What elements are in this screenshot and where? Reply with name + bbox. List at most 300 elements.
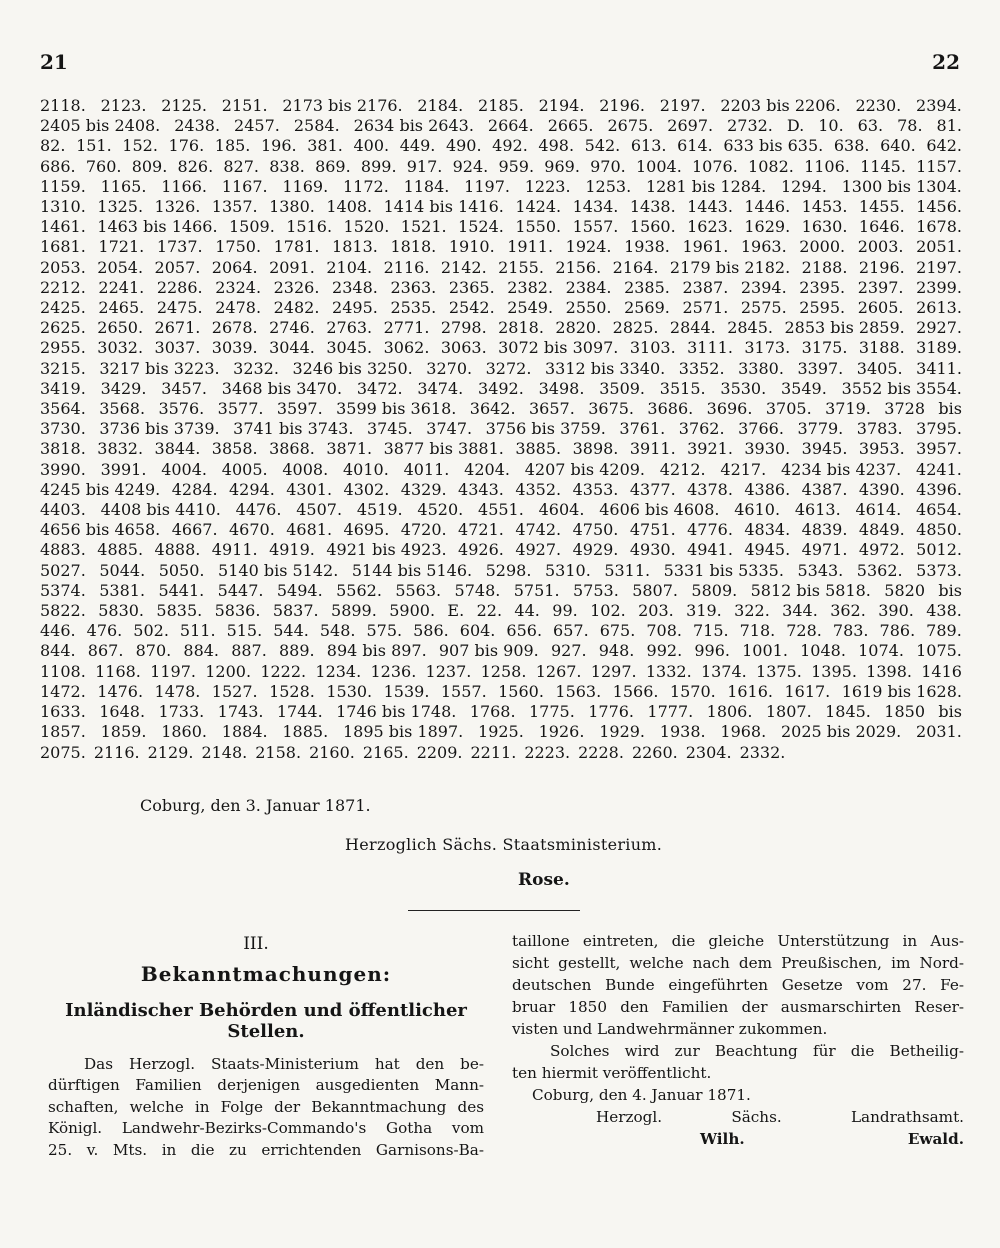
number-token: 826. (177, 156, 214, 176)
number-token: 4834. (744, 520, 791, 540)
number-token: 5144 bis 5146. (351, 560, 473, 580)
number-token: 4396. (916, 479, 962, 499)
number-token: 4919. (269, 540, 315, 560)
number-token: 3044. (269, 338, 315, 358)
number-token: 2385. (624, 277, 670, 297)
number-token: 3832. (97, 439, 144, 459)
number-token: 3530. (720, 378, 767, 398)
number-token: 4776. (687, 520, 733, 540)
number-token: 2478. (215, 298, 262, 318)
number-token: 490. (445, 136, 482, 156)
number-token: 2495. (332, 298, 378, 318)
section-number: III. (243, 934, 269, 954)
number-token: 2286. (156, 277, 203, 297)
number-token: 5494. (276, 580, 323, 600)
number-token: 2650. (97, 318, 144, 338)
number-line (40, 379, 962, 399)
number-line (40, 96, 962, 116)
number-line (40, 157, 962, 177)
number-token: 3564. (40, 399, 86, 419)
number-token: 1563. (555, 681, 602, 701)
number-line (40, 136, 962, 156)
number-token: 1001. (742, 641, 788, 661)
number-token: 3429. (100, 378, 147, 398)
number-token: 2675. (607, 116, 654, 136)
number-token: 4011. (403, 459, 450, 479)
number-token: 783. (832, 621, 869, 641)
number-token: 2212. (40, 277, 86, 297)
number-token: 2123. (100, 96, 147, 115)
number-token: 2399. (916, 277, 962, 297)
number-token: 1167. (221, 176, 268, 196)
number-token: 5050. (158, 560, 205, 580)
number-line (40, 500, 962, 520)
number-token: 1455. (858, 197, 905, 217)
number-token: 1743. (217, 702, 264, 722)
number-token: 2064. (211, 257, 258, 277)
number-token: 1968. (720, 722, 767, 742)
number-token: 4301. (286, 479, 333, 499)
number-token: 446. (40, 621, 76, 641)
number-token: 1380. (269, 197, 315, 217)
number-token: 2158. (255, 742, 302, 762)
paragraph-line: Solches wird zur Beachtung für die Betheilig- (550, 1042, 964, 1060)
number-token: 3509. (599, 378, 646, 398)
number-token: 3783. (856, 419, 903, 439)
number-token: 2209. (416, 742, 463, 762)
number-line (40, 540, 962, 560)
number-token: 2465. (98, 298, 145, 318)
number-token: 575. (366, 621, 403, 641)
number-token: 3270. (426, 358, 473, 378)
number-token: 2211. (470, 742, 517, 762)
paragraph-line: deutschen Bunde eingeführten Gesetze vom 27. Fe- (512, 976, 964, 994)
number-token: 1850 (884, 702, 926, 722)
number-token: 633 bis 635. (723, 136, 824, 156)
number-token: 4604. (538, 500, 585, 520)
number-token: 3642. (469, 399, 516, 419)
number-token: 2820. (555, 318, 602, 338)
number-token: 1806. (706, 702, 753, 722)
number-token: 1560. (629, 217, 676, 237)
number-token: 887. (231, 641, 267, 661)
number-token: 1678. (916, 217, 962, 237)
number-token: 2188. (801, 257, 848, 277)
number-token: 5311. (604, 560, 651, 580)
divider-rule (408, 910, 580, 911)
number-token: 2697. (667, 116, 714, 136)
number-token: 4329. (400, 479, 447, 499)
number-token: 1859. (100, 722, 147, 742)
number-line (40, 722, 962, 742)
number-token: 2230. (855, 96, 902, 115)
number-token: 3405. (856, 358, 903, 378)
number-token: 2304. (685, 742, 732, 762)
number-line (40, 581, 962, 601)
number-token: 2196. (858, 257, 905, 277)
number-token: 1521. (400, 217, 447, 237)
number-token: 548. (319, 621, 356, 641)
number-token: 1172. (342, 176, 389, 196)
number-token: 2363. (390, 277, 437, 297)
number-token: 2384. (565, 277, 612, 297)
number-token: 3380. (738, 358, 784, 378)
number-line (40, 197, 962, 217)
number-token: 2185. (478, 96, 524, 115)
number-token: 1961. (682, 237, 729, 257)
number-token: 3468 bis 3470. (221, 378, 343, 398)
number-token: 1325. (97, 197, 144, 217)
number-token: 2664. (487, 116, 534, 136)
number-token: 3858. (211, 439, 258, 459)
number-token: 1357. (211, 197, 258, 217)
number-token: 3072 bis 3097. (498, 338, 619, 358)
number-token: 3957. (916, 439, 962, 459)
number-line (40, 662, 962, 682)
number-token: 2387. (682, 277, 729, 297)
number-token: 5343. (797, 560, 844, 580)
number-token: 1168. (95, 661, 141, 681)
number-token: 1237. (425, 661, 472, 681)
number-token: 3312 bis 3340. (544, 358, 666, 378)
number-token: 4241. (916, 459, 962, 479)
number-token: 1768. (469, 702, 516, 722)
number-token: 5822. (40, 601, 86, 621)
number-token: 3062. (383, 338, 430, 358)
number-token: 2844. (669, 318, 716, 338)
number-line (40, 237, 962, 257)
number-token: 1963. (740, 237, 787, 257)
number-token: 4929. (572, 540, 619, 560)
number-token: 5753. (572, 580, 619, 600)
paragraph-line: Das Herzogl. Staats-Ministerium hat den be- (84, 1055, 484, 1073)
number-line (40, 298, 962, 318)
number-token: 1076. (692, 156, 738, 176)
number-token: 2475. (156, 298, 203, 318)
number-token: 2160. (309, 742, 355, 762)
number-token: 1560. (498, 681, 544, 701)
number-token: 5812 bis 5818. (750, 580, 871, 600)
number-token: 2853 bis 2859. (784, 318, 905, 338)
number-token: 449. (399, 136, 436, 156)
number-token: 2542. (448, 298, 495, 318)
number-token: 4930. (629, 540, 676, 560)
number-token: 1570. (669, 681, 716, 701)
number-token: 1539. (383, 681, 430, 701)
number-token: 5562. (336, 580, 382, 600)
number-token: 1476. (97, 681, 144, 701)
number-token: 344. (782, 601, 818, 621)
number-token: 2535. (390, 298, 437, 318)
number-token: 390. (878, 601, 914, 621)
page-number-right: 22 (932, 50, 960, 74)
number-token: 3188. (858, 338, 905, 358)
number-token: 3990. (40, 459, 86, 479)
number-token: 3766. (738, 419, 784, 439)
section-heading: Bekanntmachungen: (140, 962, 392, 986)
number-token: 2118. (40, 96, 86, 115)
number-token: 2569. (624, 298, 670, 318)
number-token: 4656 bis 4658. (40, 520, 161, 540)
number-line (40, 460, 962, 480)
number-token: 844. (40, 641, 76, 661)
number-token: 1528. (269, 681, 315, 701)
number-line (40, 702, 962, 722)
number-token: 3498. (538, 378, 585, 398)
number-token: 760. (85, 156, 122, 176)
number-token: 4507. (296, 500, 343, 520)
number-token: 2625. (40, 318, 86, 338)
number-token: 151. (76, 136, 112, 156)
number-token: E. (447, 601, 465, 621)
number-token: 5830. (98, 601, 145, 621)
number-token: 586. (413, 621, 449, 641)
number-token: 2438. (174, 116, 221, 136)
number-token: 869. (315, 156, 351, 176)
number-token: 203. (638, 601, 674, 621)
number-token: 2575. (740, 298, 787, 318)
number-token: 2763. (326, 318, 373, 338)
number-token: 1297. (590, 661, 637, 681)
number-line (40, 278, 962, 298)
number-token: 2482. (273, 298, 320, 318)
number-token: 82. (40, 136, 66, 156)
number-line (40, 480, 962, 500)
number-token: 907 bis 909. (438, 641, 539, 661)
number-token: 3719. (825, 399, 871, 419)
number-token: 2000. (799, 237, 846, 257)
number-token: 492. (492, 136, 528, 156)
number-token: 1926. (538, 722, 585, 742)
number-token: 4386. (744, 479, 791, 499)
paragraph-line: dürftigen Familien derjenigen ausgedienten Mann- (48, 1076, 484, 1095)
number-token: 5807. (632, 580, 678, 600)
number-token: 5563. (395, 580, 442, 600)
number-token: 1776. (588, 702, 635, 722)
number-token: 1616. (727, 681, 773, 701)
number-token: 4004. (161, 459, 207, 479)
number-token: 2665. (547, 116, 594, 136)
number-token: 4353. (572, 479, 619, 499)
number-line (40, 116, 962, 136)
number-token: 511. (179, 621, 216, 641)
number-token: 1929. (599, 722, 646, 742)
number-token: 1281 bis 1284. (645, 176, 767, 196)
number-token: 1938. (659, 722, 706, 742)
number-token: 102. (590, 601, 626, 621)
number-token: 4352. (515, 479, 562, 499)
number-token: 1520. (343, 217, 390, 237)
number-token: 4654. (916, 500, 962, 520)
number-token: 2397. (857, 277, 904, 297)
number-token: 3037. (154, 338, 201, 358)
number-token: 3871. (326, 439, 373, 459)
number-token: 63. (857, 116, 884, 136)
number-token: 959. (498, 156, 535, 176)
number-token: 2116. (93, 742, 140, 762)
number-token: 1550. (515, 217, 562, 237)
number-token: 3175. (801, 338, 848, 358)
number-token: 5820 (884, 580, 926, 600)
number-token: 4945. (744, 540, 791, 560)
number-token: 2173 bis 2176. (282, 96, 403, 115)
number-token: 2365. (448, 277, 495, 297)
number-token: 789. (926, 621, 962, 641)
number-token: 3705. (765, 399, 812, 419)
number-token: 838. (269, 156, 305, 176)
number-token: 319. (686, 601, 722, 621)
number-token: 2179 bis 2182. (669, 257, 791, 277)
number-token: 924. (452, 156, 489, 176)
number-token: 884. (183, 641, 220, 661)
number-token: 1463 bis 1466. (97, 217, 218, 237)
number-token: 2156. (555, 257, 602, 277)
number-token: 1818. (390, 237, 437, 257)
number-token: 948. (598, 641, 635, 661)
number-token: 718. (739, 621, 776, 641)
number-token: 2025 bis 2029. (780, 722, 902, 742)
number-token: 99. (552, 601, 578, 621)
number-token: 2194. (538, 96, 585, 115)
number-token: 1746 bis 1748. (336, 702, 457, 722)
number-token: 1310. (40, 197, 86, 217)
number-token: 2955. (40, 338, 86, 358)
number-token: 2348. (332, 277, 378, 297)
number-token: 5027. (40, 560, 86, 580)
number-token: 2003. (857, 237, 904, 257)
number-token: 2549. (507, 298, 554, 318)
number-token: 5331 bis 5335. (663, 560, 784, 580)
number-token: 2116. (383, 257, 430, 277)
number-token: 4941. (687, 540, 733, 560)
number-token: 827. (223, 156, 259, 176)
paragraph-line: bruar 1850 den Familien der ausmarschirten Reser- (512, 998, 964, 1016)
number-token: 2425. (40, 298, 86, 318)
number-token: 3246 bis 3250. (292, 358, 413, 378)
number-token: 1159. (40, 176, 86, 196)
number-token: 786. (879, 621, 916, 641)
number-token: 3397. (797, 358, 844, 378)
number-token: 4839. (801, 520, 848, 540)
number-token: 4750. (572, 520, 619, 540)
issuing-authority: Herzoglich Sächs. Staatsministerium. (345, 835, 663, 854)
number-token: 4971. (801, 540, 848, 560)
number-token: 3756 bis 3759. (485, 419, 606, 439)
number-token: 1424. (515, 197, 562, 217)
number-token: 613. (630, 136, 667, 156)
number-token: 1375. (756, 661, 802, 681)
number-token: 708. (646, 621, 682, 641)
number-token: 4204. (464, 459, 510, 479)
number-token: 1775. (528, 702, 575, 722)
number-token: 3911. (629, 439, 676, 459)
number-token: 2184. (417, 96, 464, 115)
number-token: 1300 bis 1304. (841, 176, 962, 196)
number-token: 4343. (458, 479, 504, 499)
number-token: 5310. (544, 560, 591, 580)
number-token: 2129. (147, 742, 194, 762)
number-token: 1157. (916, 156, 962, 176)
number-token: 1629. (744, 217, 791, 237)
number-line (40, 621, 962, 641)
number-token: 5835. (156, 601, 203, 621)
number-token: 4850. (916, 520, 962, 540)
number-token: 1200. (205, 661, 252, 681)
number-token: 3568. (99, 399, 146, 419)
number-token: bis (938, 399, 962, 419)
number-token: 1516. (286, 217, 333, 237)
number-token: 1910. (448, 237, 495, 257)
number-token: 1074. (858, 641, 904, 661)
number-token: 1472. (40, 681, 86, 701)
number-token: 3457. (161, 378, 207, 398)
number-token: 2165. (362, 742, 409, 762)
number-token: 2223. (524, 742, 571, 762)
number-token: 1223. (524, 176, 571, 196)
number-token: 1453. (801, 197, 848, 217)
number-token: 2151. (221, 96, 268, 115)
number-token: 2395. (799, 277, 846, 297)
paragraph-line: visten und Landwehrmänner zukommen. (512, 1020, 828, 1038)
number-token: 4888. (154, 540, 201, 560)
number-token: 614. (677, 136, 713, 156)
number-token: 3599 bis 3618. (336, 399, 457, 419)
number-line (40, 641, 962, 661)
number-token: 1744. (276, 702, 323, 722)
number-token: 2324. (215, 277, 262, 297)
number-token: 2671. (154, 318, 201, 338)
number-token: 642. (926, 136, 962, 156)
number-token: 3045. (326, 338, 373, 358)
number-token: 1443. (687, 197, 733, 217)
number-token: 1258. (480, 661, 527, 681)
number-token: 715. (692, 621, 729, 641)
number-token: 2051. (916, 237, 962, 257)
number-token: 4927. (515, 540, 562, 560)
number-token: 4751. (629, 520, 676, 540)
number-token: 4849. (858, 520, 905, 540)
number-line (40, 601, 962, 621)
number-token: 1253. (585, 176, 632, 196)
number-token: 2054. (97, 257, 144, 277)
number-line (40, 682, 962, 702)
number-token: 1234. (315, 661, 362, 681)
paragraph-line: Königl. Landwehr-Bezirks-Commando's Gotha vom (48, 1119, 484, 1138)
number-token: 1807. (765, 702, 812, 722)
number-token: 870. (135, 641, 172, 661)
number-token: 1414 bis 1416. (383, 197, 504, 217)
number-token: 4883. (40, 540, 86, 560)
number-token: 4885. (97, 540, 144, 560)
number-token: 1530. (326, 681, 373, 701)
number-line (40, 359, 962, 379)
number-token: 969. (544, 156, 580, 176)
number-token: 1648. (99, 702, 146, 722)
number-token: 3868. (269, 439, 315, 459)
number-token: 1681. (40, 237, 86, 257)
number-token: 5900. (389, 601, 436, 621)
number-line (40, 338, 962, 358)
number-token: 1619 bis 1628. (841, 681, 962, 701)
number-token: 2394. (740, 277, 787, 297)
number-token: 2845. (727, 318, 773, 338)
number-token: 1633. (40, 702, 86, 722)
number-token: 4720. (400, 520, 447, 540)
number-token: 400. (353, 136, 390, 156)
number-token: 889. (278, 641, 315, 661)
number-token: 3474. (417, 378, 464, 398)
number-token: 4551. (478, 500, 524, 520)
